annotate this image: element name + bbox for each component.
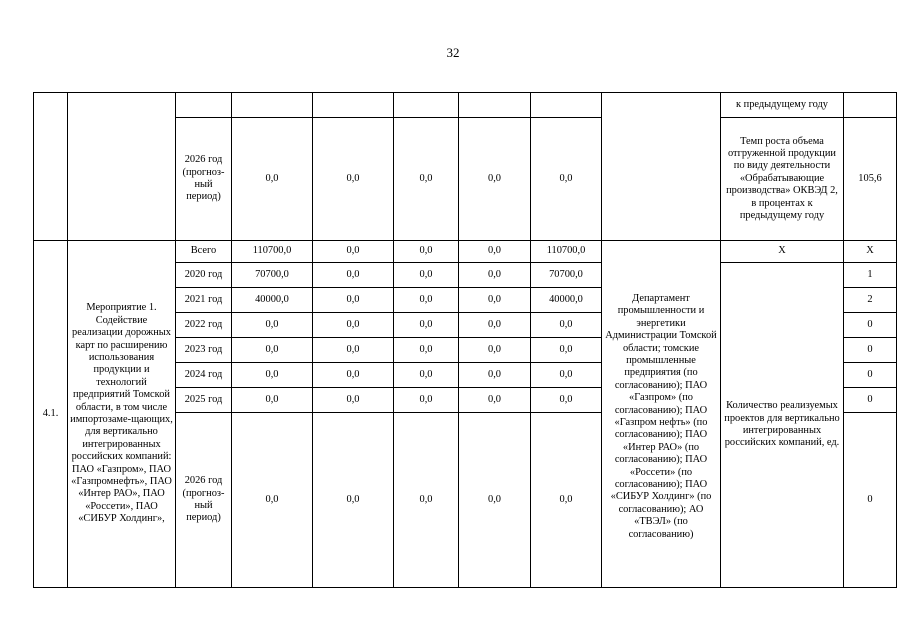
value-cell: 0,0 <box>394 313 459 338</box>
period-cell: 2023 год <box>176 338 232 363</box>
value-cell: 0,0 <box>313 313 394 338</box>
value-cell: 0,0 <box>313 288 394 313</box>
period-cell: 2024 год <box>176 363 232 388</box>
value-cell: 0,0 <box>394 338 459 363</box>
indicator-value-cell: 0 <box>844 363 897 388</box>
value-cell: 0,0 <box>313 413 394 588</box>
value-cell: 0,0 <box>459 263 531 288</box>
indicator-value-cell: 0 <box>844 388 897 413</box>
value-cell: 0,0 <box>459 413 531 588</box>
indicator-value-cell: 2 <box>844 288 897 313</box>
number-cell-empty <box>34 93 68 241</box>
value-cell: 70700,0 <box>232 263 313 288</box>
period-cell: 2020 год <box>176 263 232 288</box>
measure-number: 4.1. <box>34 241 68 588</box>
indicator-cell: Темп роста объема отгруженной продукции по виду деятельности «Обрабатывающие производства» ОКВЭД 2, в процентах к предыдущему году <box>721 118 844 241</box>
value-cell: 0,0 <box>394 413 459 588</box>
period-cell: Всего <box>176 241 232 263</box>
value-cell: 0,0 <box>232 313 313 338</box>
value-cell: 0,0 <box>394 263 459 288</box>
value-cell: 0,0 <box>394 241 459 263</box>
value-cell: 0,0 <box>313 338 394 363</box>
value-cell: 0,0 <box>459 313 531 338</box>
value-cell: 0,0 <box>459 118 531 241</box>
indicator-value-cell: 1 <box>844 263 897 288</box>
period-cell: 2022 год <box>176 313 232 338</box>
indicator-cell: к предыдущему году <box>721 93 844 118</box>
indicator-value-cell: 0 <box>844 413 897 588</box>
indicator-name: Количество реализуемых проектов для вертикально интегрированных российских компаний, ед. <box>721 263 844 588</box>
value-cell: 0,0 <box>459 288 531 313</box>
value-cell: 0,0 <box>459 388 531 413</box>
value-cell: 0,0 <box>394 288 459 313</box>
program-measures-table <box>33 92 897 588</box>
indicator-value-cell: Х <box>844 241 897 263</box>
value-cell: 0,0 <box>232 388 313 413</box>
value-cell: 0,0 <box>394 388 459 413</box>
period-cell: 2025 год <box>176 388 232 413</box>
period-cell <box>176 93 232 118</box>
value-cell: 40000,0 <box>232 288 313 313</box>
indicator-value-cell <box>844 93 897 118</box>
page-number: 32 <box>446 45 460 60</box>
table-row <box>34 93 897 118</box>
value-cell: 0,0 <box>531 118 602 241</box>
value-cell: 0,0 <box>232 118 313 241</box>
value-cell: 0,0 <box>394 118 459 241</box>
indicator-value-cell: 0 <box>844 338 897 363</box>
value-cell: 0,0 <box>232 413 313 588</box>
indicator-value-cell: 0 <box>844 313 897 338</box>
responsible-cell-empty <box>602 93 721 241</box>
value-cell: 0,0 <box>313 241 394 263</box>
period-cell: 2026 год (прогноз-ный период) <box>176 118 232 241</box>
measure-name: Мероприятие 1. Содействие реализации дорожных карт по расширению использования продукции и технологий предприятий Томской области, в том числе импортозаме-щающих, для вертикально интегрированных российских компаний: ПАО «Газпром», ПАО «Газпромнефть», ПАО «Интер РАО», ПАО «Россети», ПАО «СИБУР Холдинг», <box>68 241 176 588</box>
responsible-executors: Департамент промышленности и энергетики Администрации Томской области; томские промышленные предприятия (по согласованию); ПАО «Газпром» (по согласованию); ПАО «Газпром нефть» (по согласованию); ПАО «Интер РАО» (по согласованию); ПАО «Россети» (по согласованию); ПАО «СИБУР Холдинг» (по согласованию); АО «ТВЭЛ» (по согласованию) <box>602 241 721 588</box>
value-cell: 0,0 <box>313 388 394 413</box>
value-cell: 0,0 <box>459 338 531 363</box>
value-cell: 0,0 <box>232 338 313 363</box>
value-cell: 0,0 <box>531 313 602 338</box>
table-row <box>34 241 897 263</box>
value-cell: 0,0 <box>531 388 602 413</box>
value-cell: 0,0 <box>313 363 394 388</box>
value-cell: 0,0 <box>459 241 531 263</box>
value-cell: 70700,0 <box>531 263 602 288</box>
indicator-cell: Х <box>721 241 844 263</box>
value-cell: 0,0 <box>232 363 313 388</box>
value-cell: 0,0 <box>394 363 459 388</box>
value-cell: 0,0 <box>313 118 394 241</box>
value-cell: 110700,0 <box>531 241 602 263</box>
value-cell: 0,0 <box>531 338 602 363</box>
value-cell: 0,0 <box>313 263 394 288</box>
value-cell: 40000,0 <box>531 288 602 313</box>
period-cell: 2021 год <box>176 288 232 313</box>
value-cell: 0,0 <box>531 413 602 588</box>
indicator-value-cell: 105,6 <box>844 118 897 241</box>
value-cell: 0,0 <box>459 363 531 388</box>
period-cell: 2026 год (прогноз-ный период) <box>176 413 232 588</box>
name-cell-empty <box>68 93 176 241</box>
value-cell: 0,0 <box>531 363 602 388</box>
value-cell: 110700,0 <box>232 241 313 263</box>
